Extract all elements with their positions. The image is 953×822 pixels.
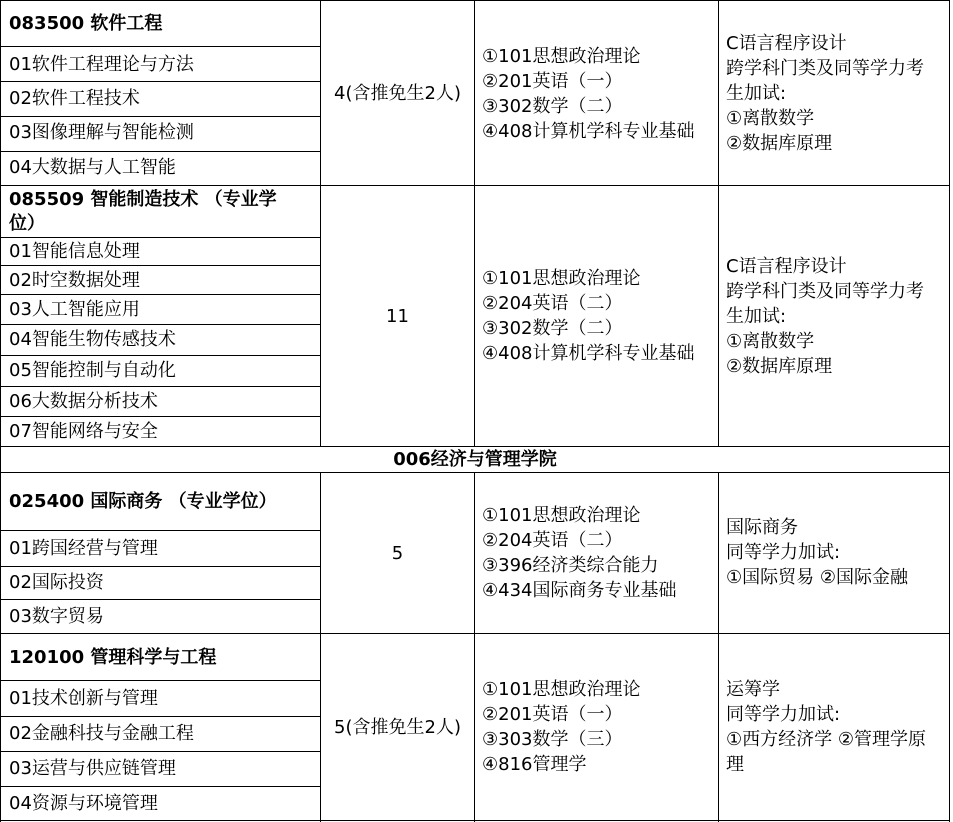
row-divider	[0, 633, 950, 634]
remark-line: ①国际贸易 ②国际金融	[726, 567, 908, 588]
major-title-continued: 位）	[9, 213, 45, 234]
remark-line: ①离散数学	[726, 331, 815, 352]
remark-line: 运筹学	[726, 679, 780, 700]
exam-item: ②204英语（二）	[482, 530, 623, 551]
remark-line: ②数据库原理	[726, 133, 833, 154]
remark-line: ①西方经济学 ②管理学原	[726, 729, 926, 750]
column-divider	[474, 0, 475, 446]
remark-line: 生加试:	[726, 306, 787, 327]
subrow-divider	[0, 237, 321, 238]
direction-item: 06大数据分析技术	[9, 391, 158, 412]
exam-item: ④408计算机学科专业基础	[482, 121, 695, 142]
subrow-divider	[0, 81, 321, 82]
remark-line: ②数据库原理	[726, 356, 833, 377]
remarks	[726, 677, 926, 777]
direction-item: 04资源与环境管理	[9, 793, 158, 814]
major-title: 025400 国际商务 （专业学位）	[9, 491, 277, 512]
direction-item: 02金融科技与金融工程	[9, 723, 194, 744]
direction-item: 04大数据与人工智能	[9, 157, 176, 178]
subrow-divider	[0, 566, 321, 567]
subrow-divider	[0, 294, 321, 295]
subrow-divider	[0, 751, 321, 752]
exam-subjects	[482, 44, 695, 144]
remark-line: 生加试:	[726, 83, 787, 104]
column-divider	[718, 472, 719, 822]
remark-line: 跨学科门类及同等学力考	[726, 58, 924, 79]
direction-item: 02国际投资	[9, 572, 104, 593]
remark-line: 理	[726, 754, 744, 775]
exam-item: ③396经济类综合能力	[482, 555, 659, 576]
remark-line: 国际商务	[726, 517, 798, 538]
remarks	[726, 31, 924, 156]
subrow-divider	[0, 599, 321, 600]
exam-item: ①101思想政治理论	[482, 268, 641, 289]
row-divider	[0, 0, 950, 1]
row-divider	[0, 820, 950, 821]
enrollment-count: 5	[391, 542, 404, 564]
exam-item: ④408计算机学科专业基础	[482, 343, 695, 364]
major-title: 085509 智能制造技术 （专业学	[9, 189, 277, 210]
table-border-right	[949, 0, 950, 822]
remarks	[726, 515, 908, 590]
subrow-divider	[0, 355, 321, 356]
exam-item: ②201英语（一）	[482, 71, 623, 92]
exam-item: ③303数学（三）	[482, 729, 623, 750]
subrow-divider	[0, 265, 321, 266]
remark-line: 同等学力加试:	[726, 704, 841, 725]
exam-item: ②201英语（一）	[482, 704, 623, 725]
subrow-divider	[0, 716, 321, 717]
direction-item: 05智能控制与自动化	[9, 360, 176, 381]
direction-item: 01智能信息处理	[9, 241, 140, 262]
exam-item: ④434国际商务专业基础	[482, 580, 677, 601]
remark-line: C语言程序设计	[726, 33, 847, 54]
direction-item: 01软件工程理论与方法	[9, 54, 194, 75]
subrow-divider	[0, 680, 321, 681]
remark-line: C语言程序设计	[726, 256, 847, 277]
enrollment-count: 11	[386, 305, 409, 327]
major-title: 083500 软件工程	[9, 13, 163, 34]
direction-item: 02软件工程技术	[9, 88, 140, 109]
exam-subjects	[482, 503, 677, 603]
direction-item: 01技术创新与管理	[9, 688, 158, 709]
direction-item: 03数字贸易	[9, 606, 104, 627]
exam-subjects	[482, 677, 641, 777]
exam-subjects	[482, 266, 695, 366]
subrow-divider	[0, 786, 321, 787]
remark-line: 同等学力加试:	[726, 542, 841, 563]
exam-item: ④816管理学	[482, 754, 587, 775]
enrollment-count: 5(含推免生2人)	[334, 716, 461, 738]
subrow-divider	[0, 151, 321, 152]
column-divider	[474, 472, 475, 822]
direction-item: 04智能生物传感技术	[9, 329, 176, 350]
remarks	[726, 254, 924, 379]
subrow-divider	[0, 530, 321, 531]
remark-line: ①离散数学	[726, 108, 815, 129]
subrow-divider	[0, 416, 321, 417]
row-divider	[0, 472, 950, 473]
column-divider	[718, 0, 719, 446]
direction-item: 03运营与供应链管理	[9, 758, 176, 779]
direction-item: 03图像理解与智能检测	[9, 122, 194, 143]
remark-line: 跨学科门类及同等学力考	[726, 281, 924, 302]
subrow-divider	[0, 116, 321, 117]
exam-item: ③302数学（二）	[482, 318, 623, 339]
exam-item: ①101思想政治理论	[482, 46, 641, 67]
exam-item: ①101思想政治理论	[482, 679, 641, 700]
enrollment-count: 4(含推免生2人)	[334, 82, 461, 104]
college-header: 006经济与管理学院	[393, 449, 557, 470]
exam-item: ③302数学（二）	[482, 96, 623, 117]
subrow-divider	[0, 324, 321, 325]
subrow-divider	[0, 386, 321, 387]
subrow-divider	[0, 46, 321, 47]
major-title: 120100 管理科学与工程	[9, 647, 217, 668]
direction-item: 01跨国经营与管理	[9, 538, 158, 559]
direction-item: 07智能网络与安全	[9, 421, 158, 442]
direction-item: 03人工智能应用	[9, 299, 140, 320]
row-divider	[0, 185, 950, 186]
exam-item: ②204英语（二）	[482, 293, 623, 314]
table-border-left	[0, 0, 1, 822]
direction-item: 02时空数据处理	[9, 270, 140, 291]
exam-item: ①101思想政治理论	[482, 505, 641, 526]
